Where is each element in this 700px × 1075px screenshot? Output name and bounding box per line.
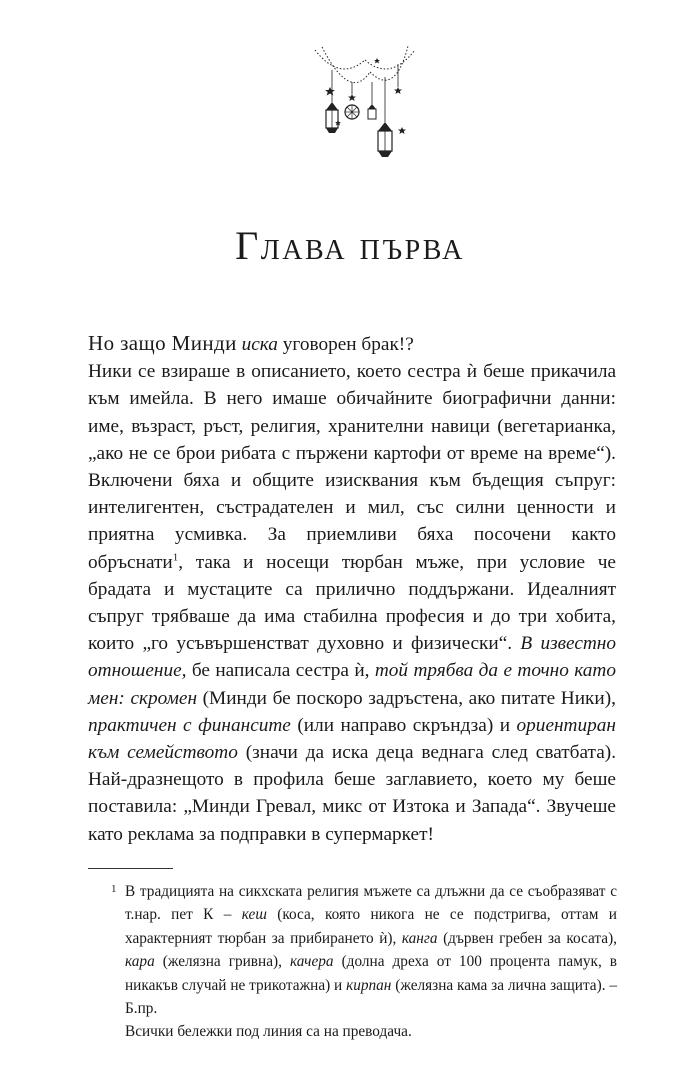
footnote-italic: кара bbox=[125, 953, 155, 971]
footnote-italic: кирпан bbox=[346, 976, 392, 994]
chapter-title: Глава първа bbox=[235, 223, 465, 268]
lead-in-italic: иска bbox=[241, 334, 278, 355]
footnote-text: (желязна гривна), bbox=[154, 953, 290, 971]
footnote-text: (дървен гребен за косата), bbox=[437, 929, 618, 947]
text-run: бе написала сестра ѝ, bbox=[186, 660, 375, 682]
italic-run: той трябва да е точно като мен: скромен bbox=[88, 660, 616, 709]
lead-in-rest: уговорен брак!? bbox=[277, 334, 414, 355]
footnote-italic: качера bbox=[289, 953, 334, 971]
footnote-text: (коса, която никога не се подстригва, оттам и характерният тюрбан за прибирането ѝ), bbox=[125, 906, 617, 947]
footnote-ref: 1 bbox=[172, 551, 179, 564]
footnote-number: 1 bbox=[111, 883, 117, 895]
footnote-text: В традицията на сикхската религия мъжете са длъжни да се съобразяват с т.нар. пет К – bbox=[125, 883, 617, 924]
text-run: (Минди бе поскоро задръстена, ако питате Ники), bbox=[197, 687, 616, 709]
lantern-small-icon bbox=[368, 104, 376, 119]
footnote-divider bbox=[88, 868, 173, 869]
footnote bbox=[111, 880, 618, 1044]
text-run: (значи да иска деца веднага след сватбата). Най-дразнещото в профила беше заглавието, което му беше поставила: „Минди Гревал, микс от Изтока и Запада“. Звучеше като реклама за подправки в супермаркет! bbox=[88, 742, 617, 845]
lantern-left-icon bbox=[326, 102, 338, 133]
lantern-center-icon bbox=[345, 105, 359, 119]
italic-run: ориентиран към семейството bbox=[88, 714, 616, 764]
footnote-italic: канга bbox=[401, 929, 438, 947]
lantern-right-icon bbox=[378, 122, 392, 157]
text-run: , така и носещи тюрбан мъже, при условие че брадата и мустаците са прилично поддържани. Идеалният съпруг трябваше да има стабилна професия и до три хобита, които „го усъвършенстват духовно и физически“. bbox=[88, 551, 616, 655]
lead-in-caps: Но защо Минди bbox=[88, 331, 237, 355]
italic-run: практичен с финансите bbox=[88, 714, 291, 736]
text-run: (или направо скръндза) и bbox=[290, 714, 517, 736]
italic-run: В известно отношение, bbox=[88, 633, 617, 682]
hanging-lanterns-ornament bbox=[310, 42, 420, 167]
footnote-text: (желязна кама за лична защита). – Б.пр. bbox=[125, 976, 617, 1018]
footnote-translator-note: Всички бележки под линия са на преводача. bbox=[125, 1023, 412, 1041]
chapter-body bbox=[88, 330, 616, 848]
paragraph bbox=[88, 330, 616, 848]
text-run: Ники се взираше в описанието, което сестра ѝ беше прикачила към имейла. В него имаше обичайните биографични данни: име, възраст, ръст, религия, хранителни навици (вегетарианка, „ако не се брои рибата с пържени картофи от време на време“). Включени бяха и общите изисквания към бъдещия съпруг: интелигентен, състрадателен и мил, със силни ценности и приятна усмивка. За приемливи бяха посочени както обръснати bbox=[88, 361, 616, 573]
footnote-italic: кеш bbox=[241, 906, 267, 924]
footnote-text: (долна дреха от 100 процента памук, в никакъв случай не трикотажна) и bbox=[125, 953, 618, 994]
